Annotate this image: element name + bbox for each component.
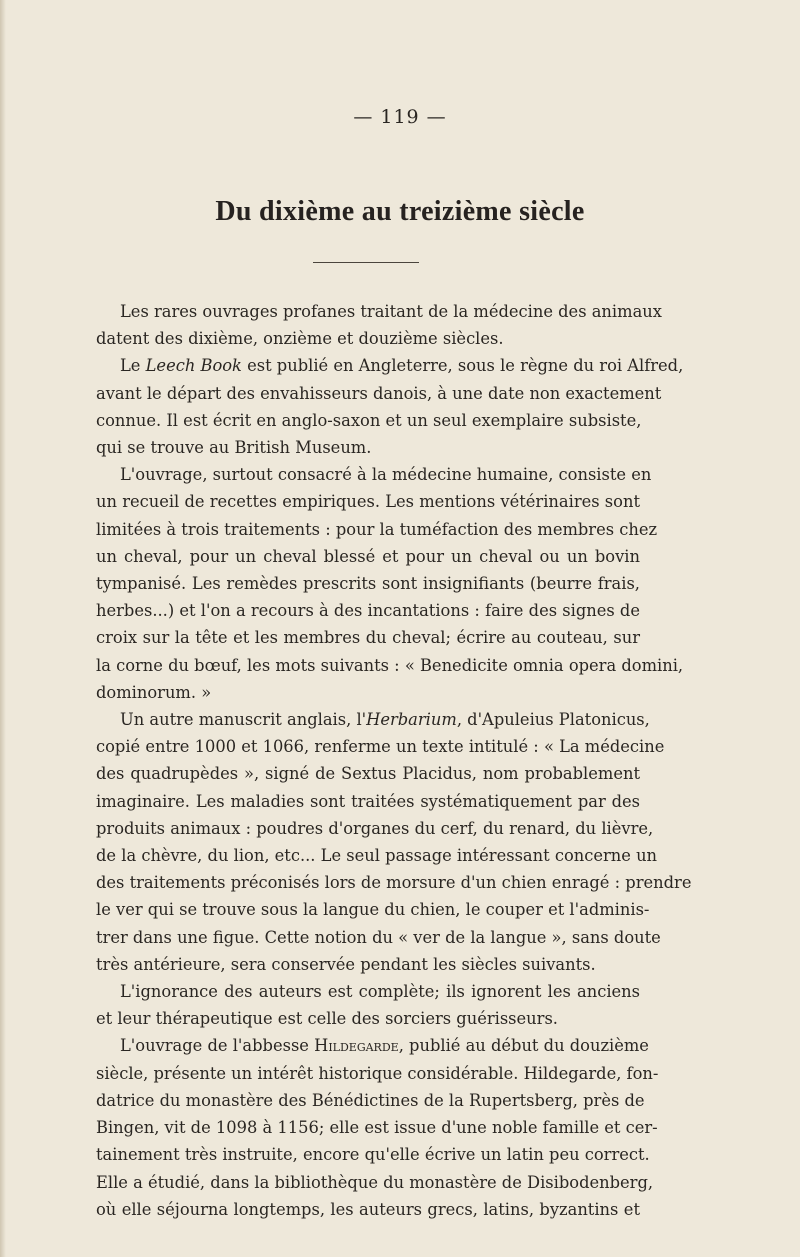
page-number: — 119 — (353, 106, 447, 128)
text-line (96, 1141, 650, 1168)
text-line (96, 380, 662, 407)
text-segment: , publié au début du douzième (398, 1036, 649, 1056)
text-segment: des traitements préconisés lors de morsure d'un chien enragé : prendre (96, 873, 692, 893)
text-segment: L'ignorance des auteurs est complète; ils ignorent les anciens (120, 982, 640, 1002)
text-segment: est publié en Angleterre, sous le règne du roi Alfred, (241, 356, 684, 376)
text-line (96, 924, 661, 951)
text-segment: limitées à trois traitements : pour la tuméfaction des membres chez (96, 519, 658, 539)
text-line (96, 733, 665, 760)
text-segment: tainement très instruite, encore qu'elle écrive un latin peu correct. (96, 1145, 650, 1165)
text-line (96, 706, 650, 733)
text-line (96, 652, 684, 679)
text-line (96, 679, 640, 706)
text-segment: Les rares ouvrages profanes traitant de la médecine des animaux (120, 302, 662, 321)
text-segment: Bingen, vit de 1098 à 1156; elle est issue d'une noble famille et cer- (96, 1118, 658, 1138)
text-line (96, 842, 658, 869)
text-line (96, 1196, 640, 1223)
text-line (96, 896, 650, 923)
text-segment: Le (120, 356, 146, 376)
text-line (96, 1114, 658, 1141)
text-segment: et leur thérapeutique est celle des sorciers guérisseurs. (96, 1009, 558, 1029)
text-line (96, 352, 684, 379)
text-line (96, 1032, 649, 1059)
text-line (96, 1060, 659, 1087)
italic-title: Herbarium (366, 710, 457, 730)
text-line (96, 597, 640, 624)
text-segment: datrice du monastère des Bénédictines de la Rupertsberg, près de (96, 1090, 645, 1110)
text-segment: Elle a étudié, dans la bibliothèque du monastère de Disibodenberg, (96, 1172, 654, 1192)
text-segment: trer dans une figue. Cette notion du « ver de la langue », sans doute (96, 927, 661, 947)
text-segment: datent des dixième, onzième et douzième siècles. (96, 329, 504, 349)
text-line (96, 951, 640, 978)
text-line (96, 434, 640, 461)
text-line (96, 325, 640, 352)
text-segment: des quadrupèdes », signé de Sextus Placidus, nom probablement (96, 764, 640, 784)
text-line (96, 516, 658, 543)
text-segment: Un autre manuscrit anglais, l' (120, 710, 367, 730)
text-line (96, 407, 640, 434)
text-segment: tympanisé. Les remèdes prescrits sont insignifiants (beurre frais, (96, 574, 640, 594)
text-line (96, 1169, 654, 1196)
text-segment: dominorum. » (96, 682, 212, 702)
text-segment: la corne du bœuf, les mots suivants : « Benedicite omnia opera domini, (96, 655, 684, 675)
text-segment: connue. Il est écrit en anglo-saxon et un seul exemplaire subsiste, (96, 410, 642, 430)
text-line (96, 1087, 645, 1114)
text-segment: où elle séjourna longtemps, les auteurs grecs, latins, byzantins et (96, 1199, 640, 1219)
text-line (96, 570, 640, 597)
text-segment: produits animaux : poudres d'organes du cerf, du renard, du lièvre, (96, 818, 654, 838)
text-line (96, 298, 662, 325)
text-segment: de la chèvre, du lion, etc... Le seul passage intéressant concerne un (96, 846, 658, 866)
text-segment: copié entre 1000 et 1066, renferme un texte intitulé : « La médecine (96, 737, 665, 757)
text-segment: un cheval, pour un cheval blessé et pour un cheval ou un bovin (96, 546, 640, 566)
text-segment: un recueil de recettes empiriques. Les mentions vétérinaires sont (96, 492, 640, 512)
page-edge (0, 0, 6, 1257)
text-line (96, 978, 640, 1005)
text-segment: herbes...) et l'on a recours à des incantations : faire des signes de (96, 601, 640, 621)
text-segment: avant le départ des envahisseurs danois, à une date non exactement (96, 383, 662, 403)
italic-title: Leech Book (145, 356, 242, 376)
text-segment: qui se trouve au British Museum. (96, 438, 372, 458)
body-text (96, 298, 692, 1223)
text-segment: croix sur la tête et les membres du cheval; écrire au couteau, sur (96, 628, 640, 648)
text-segment: siècle, présente un intérêt historique considérable. Hildegarde, fon- (96, 1063, 659, 1083)
text-line (96, 760, 640, 787)
text-line (96, 488, 640, 515)
text-line (96, 461, 652, 488)
text-segment: L'ouvrage de l'abbesse (120, 1036, 315, 1056)
text-segment: très antérieure, sera conservée pendant les siècles suivants. (96, 954, 596, 974)
text-line (96, 543, 640, 570)
title-divider (313, 262, 419, 263)
chapter-title: Du dixième au treizième siècle (215, 196, 585, 227)
author-name: Hildegarde (314, 1036, 399, 1056)
text-segment: le ver qui se trouve sous la langue du chien, le couper et l'adminis- (96, 900, 650, 920)
text-line (96, 815, 654, 842)
text-segment: , d'Apuleius Platonicus, (456, 710, 650, 730)
text-line (96, 788, 640, 815)
text-segment: imaginaire. Les maladies sont traitées systématiquement par des (96, 791, 640, 811)
text-line (96, 624, 640, 651)
text-line (96, 869, 692, 896)
text-segment: L'ouvrage, surtout consacré à la médecine humaine, consiste en (120, 465, 652, 485)
text-line (96, 1005, 640, 1032)
